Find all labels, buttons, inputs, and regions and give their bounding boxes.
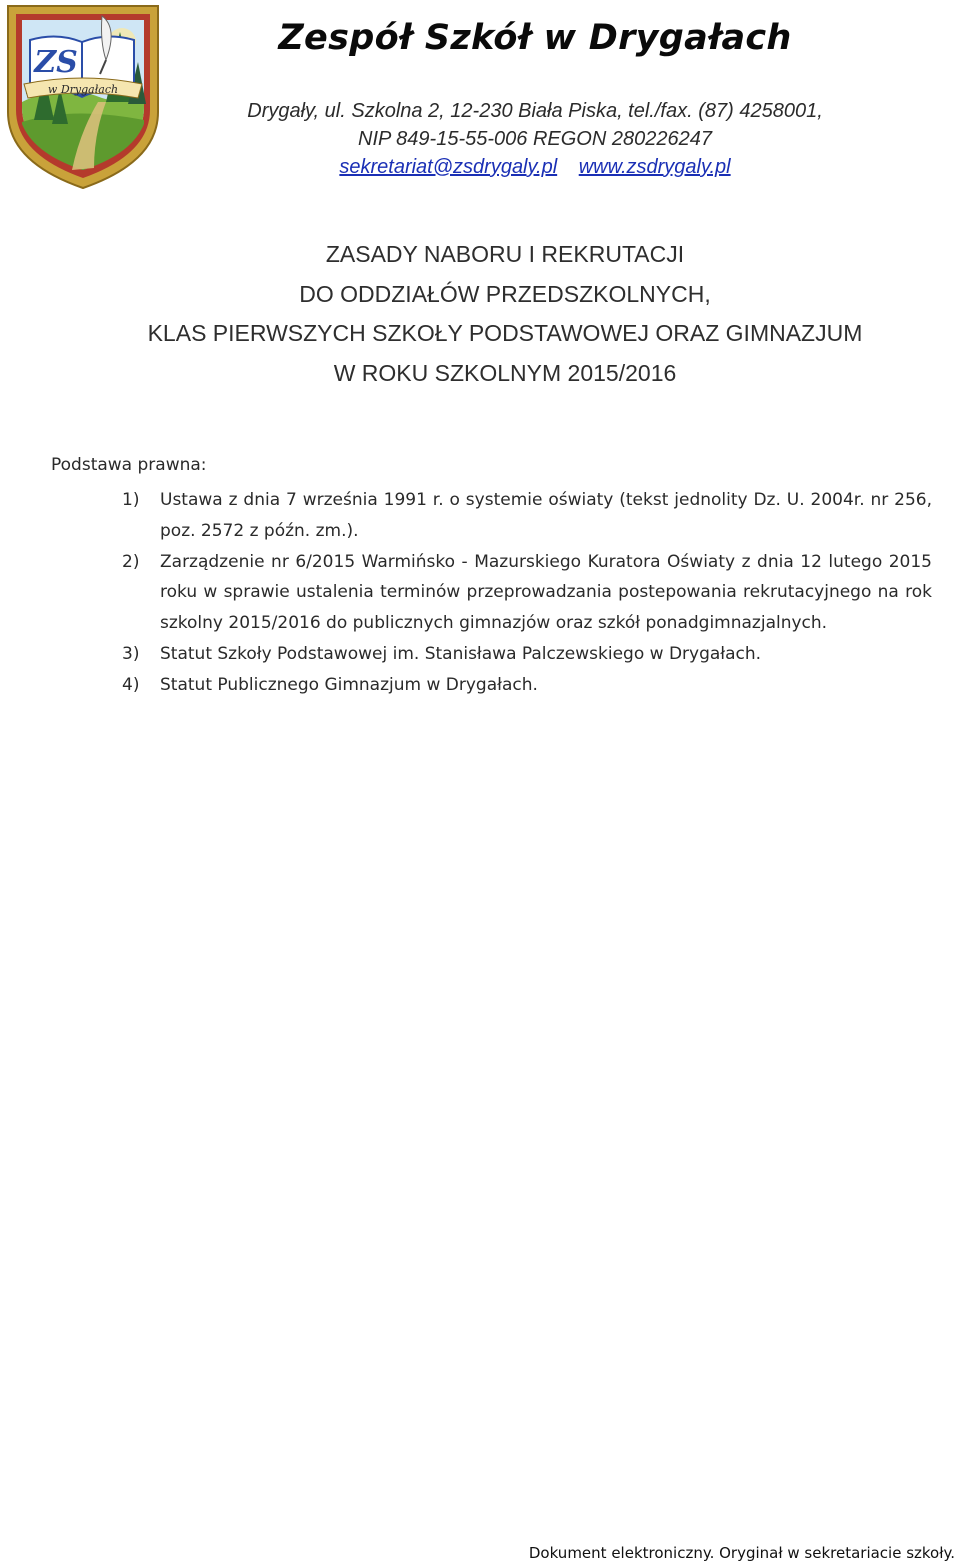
list-item-text: Ustawa z dnia 7 września 1991 r. o systemie oświaty (tekst jednolity Dz. U. 2004r. nr 256, poz. 2572 z późn. zm.).: [160, 490, 932, 541]
logo-letters: ZS: [34, 45, 78, 80]
footer-note: Dokument elektroniczny. Oryginał w sekretariacie szkoły.: [528, 1544, 955, 1562]
list-item: [122, 485, 932, 547]
address-line-1: Drygały, ul. Szkolna 2, 12-230 Biała Piska, tel./fax. (87) 4258001,: [247, 100, 823, 122]
contact-links: [180, 154, 890, 180]
list-item-text: Statut Szkoły Podstawowej im. Stanisława Palczewskiego w Drygałach.: [160, 643, 762, 664]
title-line-3: KLAS PIERWSZYCH SZKOŁY PODSTAWOWEJ ORAZ GIMNAZJUM: [147, 320, 863, 346]
school-crest-logo: [2, 2, 164, 190]
legal-basis-label: Podstawa prawna:: [51, 455, 207, 475]
list-item: [122, 670, 932, 701]
list-item: [122, 639, 932, 670]
list-item-number: 4): [122, 674, 140, 695]
logo-caption: w Drygałach: [47, 83, 119, 96]
title-line-2: DO ODDZIAŁÓW PRZEDSZKOLNYCH,: [299, 280, 711, 307]
list-item-text: Zarządzenie nr 6/2015 Warmińsko - Mazurskiego Kuratora Oświaty z dnia 12 lutego 2015 roku w sprawie ustalenia terminów przeprowadzania postepowania rekrutacyjnego na rok szkolny 2015/2016 do publicznych gimnazjów oraz szkół ponadgimnazjalnych.: [160, 551, 932, 634]
title-line-4: W ROKU SZKOLNYM 2015/2016: [333, 359, 677, 386]
email-link[interactable]: sekretariat@zsdrygaly.pl: [339, 156, 558, 178]
list-item-number: 2): [122, 551, 140, 572]
list-item-number: 3): [122, 643, 140, 664]
title-line-1: ZASADY NABORU I REKRUTACJI: [325, 241, 685, 267]
document-title: [0, 235, 960, 393]
website-link[interactable]: www.zsdrygaly.pl: [578, 156, 731, 178]
school-name: Zespół Szkół w Drygałach: [278, 18, 792, 58]
list-item: [122, 547, 932, 639]
address-line-2: NIP 849-15-55-006 REGON 280226247: [358, 128, 712, 150]
list-item-number: 1): [122, 490, 140, 510]
list-item-text: Statut Publicznego Gimnazjum w Drygałach.: [160, 674, 538, 695]
legal-basis-list: [122, 485, 932, 701]
